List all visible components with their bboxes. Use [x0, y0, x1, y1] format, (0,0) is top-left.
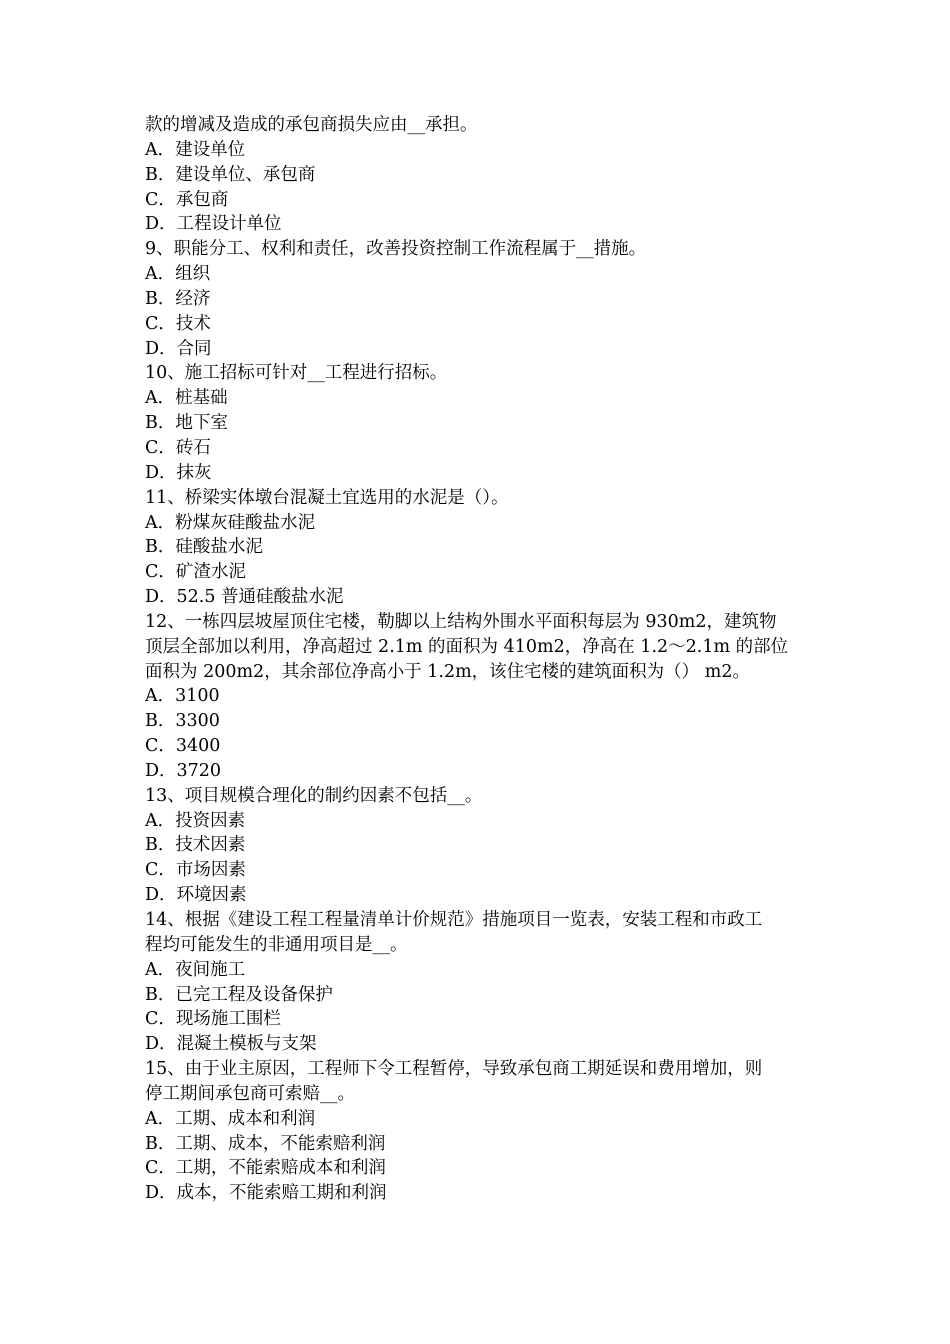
text-line: 9、职能分工、权利和责任，改善投资控制工作流程属于__措施。	[145, 239, 647, 260]
text-line: C．市场因素	[145, 860, 246, 881]
text-line: B．硅酸盐水泥	[145, 537, 263, 558]
text-line: C．承包商	[145, 189, 229, 210]
text-line: 12、一栋四层坡屋顶住宅楼，勒脚以上结构外围水平面积每层为 930m2，建筑物	[145, 611, 777, 632]
text-line: C．矿渣水泥	[145, 562, 246, 583]
text-line: C．工期，不能索赔成本和利润	[145, 1158, 386, 1179]
text-line: B．建设单位、承包商	[145, 164, 316, 185]
text-line: 顶层全部加以利用，净高超过 2.1m 的面积为 410m2，净高在 1.2～2.1m 的部位	[145, 636, 789, 657]
text-line: A．投资因素	[145, 810, 246, 831]
text-line: B．3300	[145, 711, 220, 732]
text-line: C．现场施工围栏	[145, 1009, 281, 1030]
text-line: B．经济	[145, 288, 211, 309]
text-line: B．工期、成本，不能索赔利润	[145, 1133, 386, 1154]
text-line: A．组织	[145, 264, 211, 285]
text-line: D．成本，不能索赔工期和利润	[145, 1183, 387, 1204]
text-line: C．砖石	[145, 437, 211, 458]
text-line: B．地下室	[145, 413, 228, 434]
text-line: 10、施工招标可针对__工程进行招标。	[145, 363, 448, 384]
text-line: 面积为 200m2，其余部位净高小于 1.2m，该住宅楼的建筑面积为（） m2。	[145, 661, 750, 682]
text-line: C．3400	[145, 736, 221, 757]
text-line: A．粉煤灰硅酸盐水泥	[145, 512, 316, 533]
text-line: D．52.5 普通硅酸盐水泥	[145, 587, 344, 608]
text-line: D．抹灰	[145, 462, 212, 483]
text-line: A．工期、成本和利润	[145, 1108, 316, 1129]
text-line: A．夜间施工	[145, 959, 246, 980]
text-line: D．环境因素	[145, 885, 247, 906]
text-line: B．已完工程及设备保护	[145, 984, 333, 1005]
text-line: 15、由于业主原因，工程师下令工程暂停，导致承包商工期延误和费用增加，则	[145, 1059, 763, 1080]
text-line: 款的增减及造成的承包商损失应由__承担。	[145, 115, 478, 135]
text-line: 停工期间承包商可索赔__。	[145, 1083, 355, 1104]
text-line: 14、根据《建设工程工程量清单计价规范》措施项目一览表，安装工程和市政工	[145, 910, 763, 930]
text-line: 13、项目规模合理化的制约因素不包括__。	[145, 785, 483, 806]
text-line: 程均可能发生的非通用项目是__。	[145, 934, 408, 955]
text-line: 11、桥梁实体墩台混凝土宜选用的水泥是（）。	[145, 487, 509, 508]
text-line: D．混凝土模板与支架	[145, 1034, 317, 1055]
text-line: D．3720	[145, 760, 222, 781]
text-line: A．建设单位	[145, 139, 246, 160]
text-line: D．合同	[145, 338, 212, 359]
text-line: D．工程设计单位	[145, 214, 282, 235]
document-body	[145, 113, 810, 1206]
text-line: A．桩基础	[145, 388, 228, 409]
text-line: C．技术	[145, 313, 211, 334]
text-line: B．技术因素	[145, 835, 246, 856]
text-line: A．3100	[145, 686, 220, 707]
